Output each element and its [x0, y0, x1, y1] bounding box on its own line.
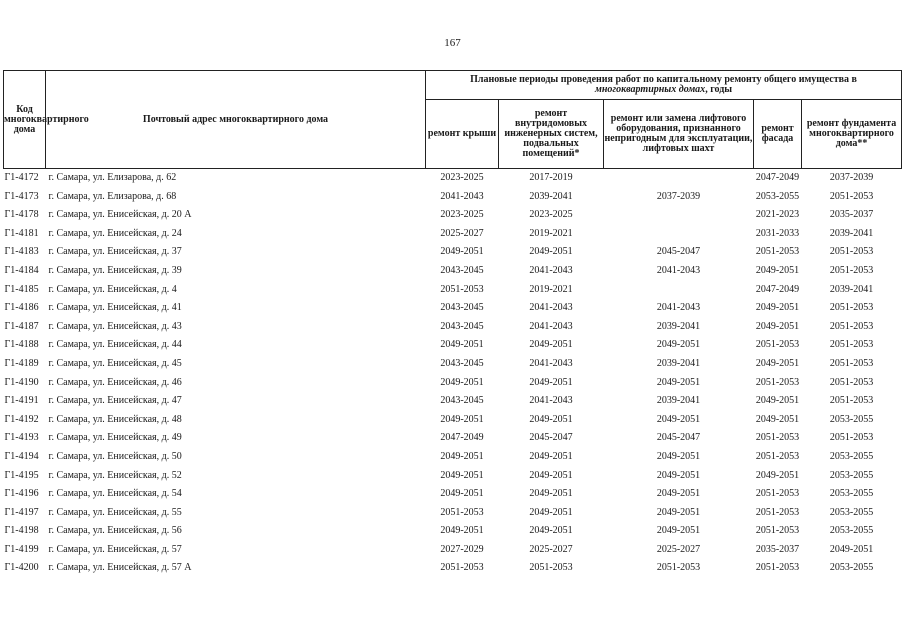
- header-lift: ремонт или замена лифтового оборудования, признанного непригодным для эксплуатации, лифтовых шахт: [604, 100, 754, 169]
- facade-cell: 2021-2023: [755, 209, 800, 221]
- lift-cell: [604, 206, 754, 225]
- group-title-part1: Плановые периоды проведения работ по капитальному ремонту общего имущества в: [470, 74, 857, 85]
- table-row: [4, 504, 902, 523]
- foundation-cell: 2053-2055: [829, 562, 874, 574]
- roof-cell: 2025-2027: [440, 227, 484, 239]
- address-cell: г. Самара, ул. Енисейская, д. 46: [48, 376, 182, 388]
- lift-cell: 2049-2051: [656, 506, 701, 518]
- foundation-cell: 2053-2055: [829, 506, 874, 518]
- roof-cell: 2049-2051: [440, 376, 484, 388]
- foundation-cell: 2051-2053: [829, 190, 874, 202]
- table-row: [4, 318, 902, 337]
- systems-cell: 2041-2043: [529, 320, 573, 332]
- address-cell: г. Самара, ул. Елизарова, д. 62: [48, 172, 177, 183]
- lift-cell: 2025-2027: [656, 543, 701, 555]
- address-cell: г. Самара, ул. Енисейская, д. 4: [48, 283, 177, 295]
- address-cell: г. Самара, ул. Енисейская, д. 56: [48, 525, 182, 537]
- facade-cell: 2051-2053: [755, 246, 800, 258]
- code-cell: Г1-4181: [4, 227, 39, 239]
- facade-cell: 2049-2051: [755, 395, 800, 407]
- systems-cell: 2039-2041: [529, 190, 573, 202]
- code-cell: Г1-4197: [4, 506, 39, 518]
- roof-cell: 2041-2043: [440, 190, 484, 202]
- systems-cell: 2049-2051: [529, 450, 573, 462]
- table-row: [4, 522, 902, 541]
- code-cell: Г1-4200: [4, 562, 39, 574]
- code-cell: Г1-4195: [4, 469, 39, 481]
- facade-cell: 2053-2055: [755, 190, 800, 202]
- foundation-cell: 2051-2053: [829, 246, 874, 258]
- group-title-part3: , годы: [705, 84, 733, 95]
- table-row: [4, 281, 902, 300]
- header-systems: ремонт внутридомовых инженерных систем, подвальных помещений*: [499, 100, 604, 169]
- foundation-cell: 2037-2039: [829, 172, 874, 183]
- facade-cell: 2051-2053: [755, 432, 800, 444]
- lift-cell: 2041-2043: [656, 264, 701, 276]
- address-cell: г. Самара, ул. Енисейская, д. 24: [48, 227, 182, 239]
- systems-cell: 2049-2051: [529, 506, 573, 518]
- foundation-cell: 2053-2055: [829, 413, 874, 425]
- code-cell: Г1-4185: [4, 283, 39, 295]
- table-row: [4, 392, 902, 411]
- systems-cell: 2049-2051: [529, 339, 573, 351]
- facade-cell: 2049-2051: [755, 320, 800, 332]
- header-code: Код многоквартирного дома: [4, 71, 46, 169]
- systems-cell: 2049-2051: [529, 488, 573, 500]
- foundation-cell: 2051-2053: [829, 376, 874, 388]
- roof-cell: 2049-2051: [440, 450, 484, 462]
- roof-cell: 2023-2025: [440, 172, 484, 183]
- code-cell: Г1-4183: [4, 246, 39, 258]
- foundation-cell: 2051-2053: [829, 432, 874, 444]
- code-cell: Г1-4184: [4, 264, 39, 276]
- table-row: [4, 188, 902, 207]
- header-facade: ремонт фасада: [754, 100, 802, 169]
- lift-cell: 2039-2041: [656, 357, 701, 369]
- lift-cell: 2039-2041: [656, 395, 701, 407]
- roof-cell: 2049-2051: [440, 339, 484, 351]
- address-cell: г. Самара, ул. Енисейская, д. 57 А: [48, 562, 192, 574]
- facade-cell: 2051-2053: [755, 376, 800, 388]
- address-cell: г. Самара, ул. Енисейская, д. 54: [48, 488, 182, 500]
- code-cell: Г1-4198: [4, 525, 39, 537]
- table-row: [4, 429, 902, 448]
- foundation-cell: 2051-2053: [829, 320, 874, 332]
- foundation-cell: 2049-2051: [829, 543, 874, 555]
- table-row: [4, 411, 902, 430]
- code-cell: Г1-4192: [4, 413, 39, 425]
- roof-cell: 2049-2051: [440, 525, 484, 537]
- roof-cell: 2023-2025: [440, 209, 484, 221]
- table-row: [4, 355, 902, 374]
- code-cell: Г1-4172: [4, 172, 39, 183]
- page-number: 167: [444, 37, 461, 49]
- address-cell: г. Самара, ул. Енисейская, д. 39: [48, 264, 182, 276]
- systems-cell: 2049-2051: [529, 525, 573, 537]
- table-row: [4, 243, 902, 262]
- table-header: [4, 71, 902, 169]
- roof-cell: 2049-2051: [440, 413, 484, 425]
- table-row: [4, 485, 902, 504]
- foundation-cell: 2039-2041: [829, 227, 874, 239]
- systems-cell: 2019-2021: [529, 283, 573, 295]
- lift-cell: 2049-2051: [656, 525, 701, 537]
- systems-cell: 2051-2053: [529, 562, 573, 574]
- address-cell: г. Самара, ул. Елизарова, д. 68: [48, 190, 177, 202]
- table-row: [4, 541, 902, 560]
- foundation-cell: 2051-2053: [829, 339, 874, 351]
- facade-cell: 2051-2053: [755, 525, 800, 537]
- address-cell: г. Самара, ул. Енисейская, д. 41: [48, 302, 182, 314]
- address-cell: г. Самара, ул. Енисейская, д. 43: [48, 320, 182, 332]
- roof-cell: 2051-2053: [440, 562, 484, 574]
- systems-cell: 2017-2019: [529, 172, 573, 183]
- roof-cell: 2043-2045: [440, 395, 484, 407]
- lift-cell: 2039-2041: [656, 320, 701, 332]
- facade-cell: 2049-2051: [755, 469, 800, 481]
- roof-cell: 2051-2053: [440, 506, 484, 518]
- table-body: [4, 169, 902, 579]
- lift-cell: 2049-2051: [656, 469, 701, 481]
- code-cell: Г1-4194: [4, 450, 39, 462]
- code-cell: Г1-4193: [4, 432, 39, 444]
- roof-cell: 2027-2029: [440, 543, 484, 555]
- systems-cell: 2041-2043: [529, 357, 573, 369]
- facade-cell: 2049-2051: [755, 413, 800, 425]
- systems-cell: 2041-2043: [529, 302, 573, 314]
- code-cell: Г1-4187: [4, 320, 39, 332]
- systems-cell: 2023-2025: [529, 209, 573, 221]
- code-cell: Г1-4173: [4, 190, 39, 202]
- code-cell: Г1-4178: [4, 209, 39, 221]
- foundation-cell: 2039-2041: [829, 283, 874, 295]
- systems-cell: 2041-2043: [529, 395, 573, 407]
- systems-cell: 2019-2021: [529, 227, 573, 239]
- lift-cell: 2049-2051: [656, 376, 701, 388]
- systems-cell: 2045-2047: [529, 432, 573, 444]
- facade-cell: 2047-2049: [755, 172, 800, 183]
- table-row: [4, 448, 902, 467]
- foundation-cell: 2051-2053: [829, 357, 874, 369]
- roof-cell: 2051-2053: [440, 283, 484, 295]
- facade-cell: 2047-2049: [755, 283, 800, 295]
- address-cell: г. Самара, ул. Енисейская, д. 52: [48, 469, 182, 481]
- lift-cell: 2049-2051: [656, 413, 701, 425]
- roof-cell: 2047-2049: [440, 432, 484, 444]
- address-cell: г. Самара, ул. Енисейская, д. 47: [48, 395, 182, 407]
- facade-cell: 2051-2053: [755, 506, 800, 518]
- address-cell: г. Самара, ул. Енисейская, д. 50: [48, 450, 182, 462]
- roof-cell: 2043-2045: [440, 320, 484, 332]
- group-title-part2: многоквартирных домах: [594, 84, 706, 95]
- foundation-cell: 2053-2055: [829, 488, 874, 500]
- systems-cell: 2049-2051: [529, 376, 573, 388]
- table-row: [4, 559, 902, 578]
- address-cell: г. Самара, ул. Енисейская, д. 48: [48, 413, 182, 425]
- facade-cell: 2035-2037: [755, 543, 800, 555]
- table-row: [4, 206, 902, 225]
- facade-cell: 2049-2051: [755, 357, 800, 369]
- table-row: [4, 336, 902, 355]
- roof-cell: 2043-2045: [440, 264, 484, 276]
- code-cell: Г1-4186: [4, 302, 39, 314]
- address-cell: г. Самара, ул. Енисейская, д. 45: [48, 357, 182, 369]
- table-row: [4, 467, 902, 486]
- lift-cell: [604, 169, 754, 188]
- facade-cell: 2051-2053: [755, 488, 800, 500]
- table-row: [4, 374, 902, 393]
- header-foundation: ремонт фундамента многоквартирного дома**: [802, 100, 902, 169]
- lift-cell: 2045-2047: [656, 246, 701, 258]
- foundation-cell: 2053-2055: [829, 450, 874, 462]
- lift-cell: [604, 281, 754, 300]
- systems-cell: 2049-2051: [529, 469, 573, 481]
- header-group-title: [426, 71, 902, 100]
- table-row: [4, 299, 902, 318]
- facade-cell: 2049-2051: [755, 264, 800, 276]
- systems-cell: 2049-2051: [529, 413, 573, 425]
- roof-cell: 2049-2051: [440, 246, 484, 258]
- address-cell: г. Самара, ул. Енисейская, д. 57: [48, 543, 182, 555]
- lift-cell: 2041-2043: [656, 302, 701, 314]
- lift-cell: 2049-2051: [656, 488, 701, 500]
- lift-cell: 2045-2047: [656, 432, 701, 444]
- roof-cell: 2043-2045: [440, 302, 484, 314]
- facade-cell: 2051-2053: [755, 450, 800, 462]
- facade-cell: 2051-2053: [755, 562, 800, 574]
- facade-cell: 2051-2053: [755, 339, 800, 351]
- table-row: [4, 262, 902, 281]
- address-cell: г. Самара, ул. Енисейская, д. 55: [48, 506, 182, 518]
- code-cell: Г1-4196: [4, 488, 39, 500]
- foundation-cell: 2053-2055: [829, 525, 874, 537]
- foundation-cell: 2053-2055: [829, 469, 874, 481]
- lift-cell: 2049-2051: [656, 339, 701, 351]
- table-row: [4, 169, 902, 188]
- code-cell: Г1-4191: [4, 395, 39, 407]
- header-roof: ремонт крыши: [426, 100, 499, 169]
- roof-cell: 2043-2045: [440, 357, 484, 369]
- address-cell: г. Самара, ул. Енисейская, д. 44: [48, 339, 182, 351]
- foundation-cell: 2051-2053: [829, 302, 874, 314]
- capital-repair-schedule-table: [3, 70, 902, 578]
- systems-cell: 2049-2051: [529, 246, 573, 258]
- code-cell: Г1-4190: [4, 376, 39, 388]
- table-row: [4, 225, 902, 244]
- address-cell: г. Самара, ул. Енисейская, д. 49: [48, 432, 182, 444]
- facade-cell: 2031-2033: [755, 227, 800, 239]
- code-cell: Г1-4199: [4, 543, 39, 555]
- foundation-cell: 2051-2053: [829, 264, 874, 276]
- lift-cell: 2049-2051: [656, 450, 701, 462]
- foundation-cell: 2051-2053: [829, 395, 874, 407]
- foundation-cell: 2035-2037: [829, 209, 874, 221]
- facade-cell: 2049-2051: [755, 302, 800, 314]
- roof-cell: 2049-2051: [440, 488, 484, 500]
- address-cell: г. Самара, ул. Енисейская, д. 20 А: [48, 209, 192, 221]
- lift-cell: 2037-2039: [656, 190, 701, 202]
- address-cell: г. Самара, ул. Енисейская, д. 37: [48, 246, 182, 258]
- header-address: Почтовый адрес многоквартирного дома: [46, 71, 426, 169]
- systems-cell: 2025-2027: [529, 543, 573, 555]
- roof-cell: 2049-2051: [440, 469, 484, 481]
- lift-cell: 2051-2053: [656, 562, 701, 574]
- systems-cell: 2041-2043: [529, 264, 573, 276]
- code-cell: Г1-4188: [4, 339, 39, 351]
- code-cell: Г1-4189: [4, 357, 39, 369]
- lift-cell: [604, 225, 754, 244]
